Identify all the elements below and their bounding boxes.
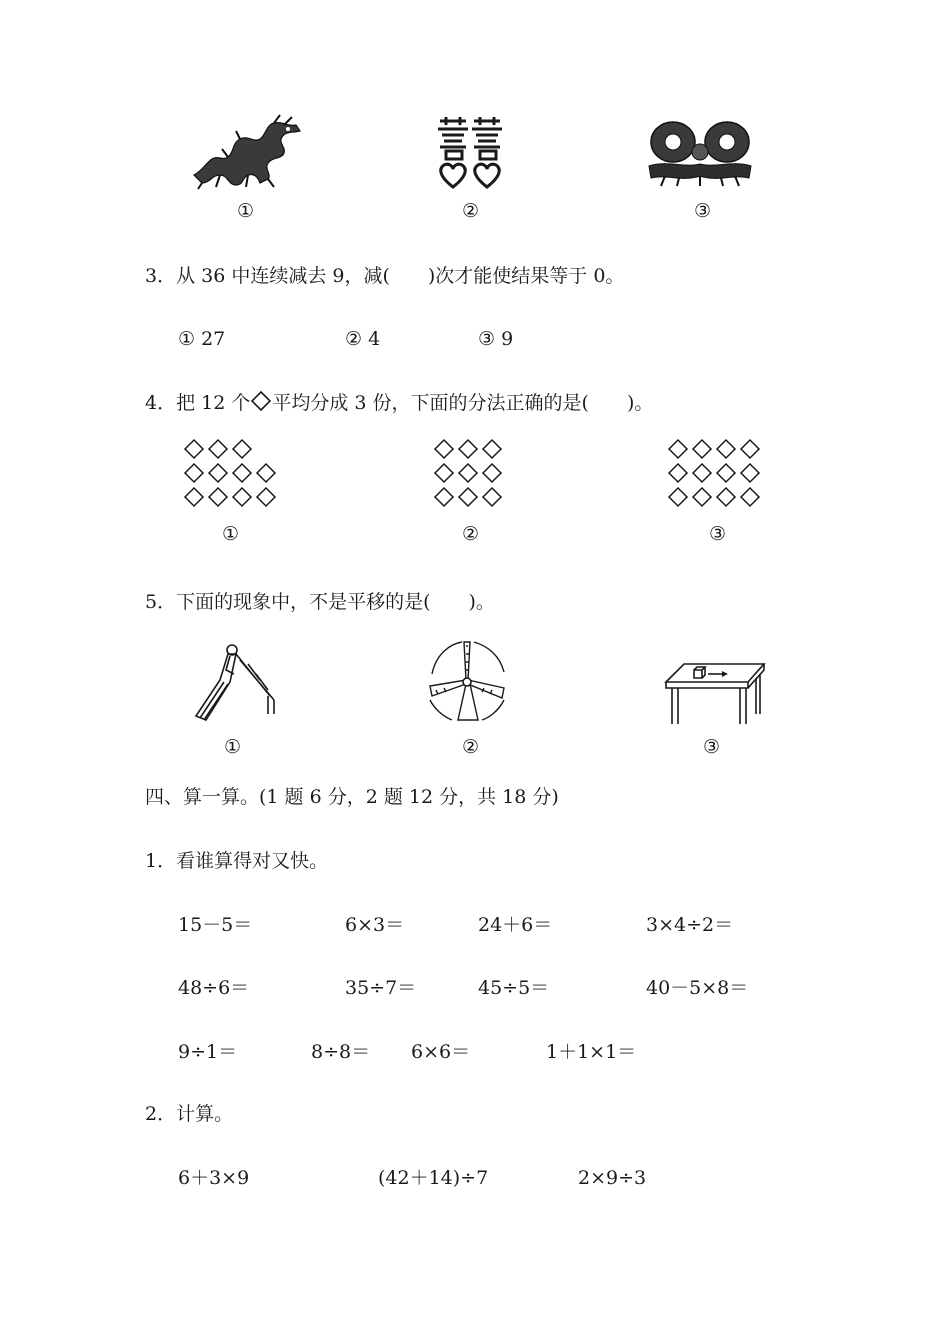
twin-lions-papercut-icon [645, 116, 755, 188]
slide-icon [190, 640, 280, 724]
calc-r3-c4: 1＋1×1＝ [546, 1041, 637, 1063]
diamond-icon [209, 440, 227, 458]
diamond-icon [669, 440, 687, 458]
q3-option-1: ① 27 [178, 328, 226, 350]
diamond-icon [257, 488, 275, 506]
diamond-icon [185, 464, 203, 482]
q5-label-3: ③ [703, 736, 721, 758]
double-happiness-papercut-icon [436, 115, 506, 189]
section4-title: 四、算一算。(1 题 6 分，2 题 12 分，共 18 分) [145, 786, 559, 808]
q4-group-3 [667, 438, 767, 514]
double-happiness-papercut [436, 115, 506, 189]
q5-question: 5．下面的现象中，不是平移的是( )。 [145, 591, 495, 613]
diamond-icon [717, 464, 735, 482]
q4-label-1: ① [222, 523, 240, 545]
q4-group-2-diamonds [433, 438, 533, 514]
q2-label-3: ③ [694, 200, 712, 222]
diamond-icon [459, 488, 477, 506]
diamond-icon [233, 464, 251, 482]
q4-group-2 [433, 438, 533, 514]
diamond-icon [483, 464, 501, 482]
dragon-papercut [188, 113, 306, 191]
q4-label-3: ③ [709, 523, 727, 545]
windmill-picture [422, 634, 512, 726]
diamond-icon [669, 488, 687, 506]
q2-label-1: ① [237, 200, 255, 222]
calc-r4-c1: 6＋3×9 [178, 1167, 250, 1189]
calc-r2-c3: 45÷5＝ [478, 977, 550, 999]
section4-part1-title: 1．看谁算得对又快。 [145, 850, 329, 872]
slide-picture [190, 640, 280, 724]
q5-label-1: ① [224, 736, 242, 758]
diamond-icon [741, 488, 759, 506]
diamond-icon [435, 488, 453, 506]
diamond-icon [459, 464, 477, 482]
diamond-icon [435, 440, 453, 458]
calc-r3-c2: 8÷8＝ [311, 1041, 371, 1063]
diamond-icon [185, 440, 203, 458]
diamond-icon [717, 488, 735, 506]
dragon-papercut-icon [188, 113, 306, 191]
diamond-icon [233, 488, 251, 506]
diamond-icon [250, 390, 272, 412]
calc-r3-c3: 6×6＝ [411, 1041, 471, 1063]
q4-question-before: 4．把 12 个 [145, 392, 251, 414]
diamond-icon [741, 440, 759, 458]
diamond-icon [233, 440, 251, 458]
diamond-icon [693, 488, 711, 506]
diamond-icon [483, 488, 501, 506]
calc-r2-c2: 35÷7＝ [345, 977, 417, 999]
calc-r1-c1: 15－5＝ [178, 914, 253, 936]
q4-question [145, 390, 653, 415]
calc-r4-c3: 2×9÷3 [578, 1167, 647, 1189]
section4-part2-title: 2．计算。 [145, 1103, 234, 1125]
diamond-icon [209, 464, 227, 482]
diamond-icon [693, 464, 711, 482]
diamond-icon [257, 464, 275, 482]
q3-option-2: ② 4 [345, 328, 381, 350]
calc-r2-c1: 48÷6＝ [178, 977, 250, 999]
table-with-box-icon [664, 656, 768, 726]
windmill-fan-icon [422, 634, 512, 726]
calc-r1-c4: 3×4÷2＝ [646, 914, 734, 936]
q4-group-1 [183, 438, 283, 514]
q3-question: 3．从 36 中连续减去 9，减( )次才能使结果等于 0。 [145, 265, 625, 287]
q4-question-after: 平均分成 3 份，下面的分法正确的是( )。 [272, 392, 654, 414]
q4-group-3-diamonds [667, 438, 767, 514]
diamond-icon [459, 440, 477, 458]
diamond-icon [185, 488, 203, 506]
q4-label-2: ② [462, 523, 480, 545]
diamond-icon [693, 440, 711, 458]
diamond-icon [669, 464, 687, 482]
calc-r4-c2: (42＋14)÷7 [378, 1167, 489, 1189]
table-picture [664, 656, 768, 726]
calc-r1-c3: 24＋6＝ [478, 914, 553, 936]
twin-lions-papercut [645, 116, 755, 188]
q4-group-1-diamonds [183, 438, 283, 514]
calc-r1-c2: 6×3＝ [345, 914, 405, 936]
q2-label-2: ② [462, 200, 480, 222]
diamond-icon [717, 440, 735, 458]
diamond-icon [741, 464, 759, 482]
q5-label-2: ② [462, 736, 480, 758]
calc-r2-c4: 40－5×8＝ [646, 977, 749, 999]
calc-r3-c1: 9÷1＝ [178, 1041, 238, 1063]
diamond-icon [435, 464, 453, 482]
q3-option-3: ③ 9 [478, 328, 514, 350]
diamond-icon [483, 440, 501, 458]
diamond-icon [209, 488, 227, 506]
